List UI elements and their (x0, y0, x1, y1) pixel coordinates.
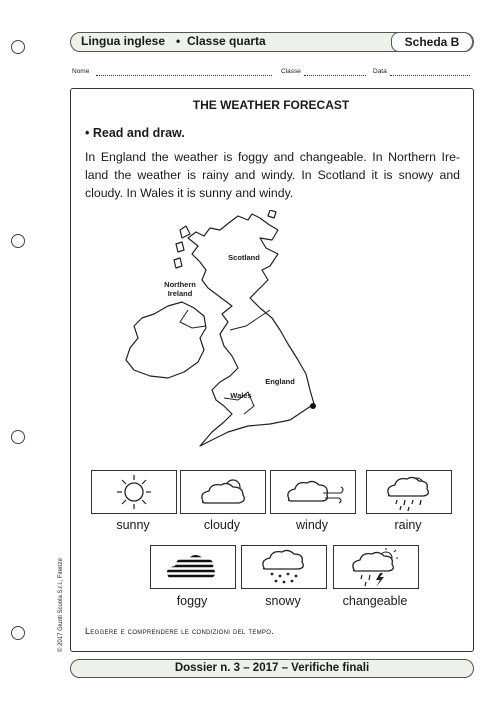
weather-box-foggy (150, 545, 236, 589)
sun-icon (92, 471, 176, 513)
map-label-ni-1: Northern (164, 280, 196, 289)
data-field[interactable] (390, 68, 470, 76)
label-changeable: changeable (342, 594, 408, 608)
cloud-sun-icon (181, 471, 265, 513)
nome-label: Nome (72, 68, 90, 75)
weather-box-snowy (241, 545, 327, 589)
label-foggy: foggy (176, 594, 208, 608)
header-bar (70, 32, 474, 52)
label-cloudy: cloudy (203, 518, 241, 532)
fog-cloud-icon (151, 546, 235, 588)
label-rainy: rainy (394, 518, 422, 532)
binder-hole (11, 234, 25, 248)
weather-box-changeable (333, 545, 419, 589)
weather-box-sunny (91, 470, 177, 514)
separator: • (176, 34, 181, 48)
weather-box-windy (270, 470, 356, 514)
binder-hole (11, 626, 25, 640)
changeable-icon (334, 546, 418, 588)
map-label-england: England (265, 377, 295, 386)
footer-note: Leggere e comprendere le condizioni del tempo. (85, 626, 274, 636)
copyright-note: © 2017 Giunti Scuola S.r.l., Firenze (58, 558, 64, 652)
paragraph: In England the weather is foggy and changeable. In Northern Ire-land the weather is rainy and windy. In Scotland it is snowy and cloudy. In Wales it is sunny and windy. (85, 150, 460, 200)
map-label-wales: Wales (230, 391, 252, 400)
classe-field[interactable] (304, 68, 366, 76)
classe-label: Classe (281, 68, 301, 75)
nome-field[interactable] (96, 68, 272, 76)
page-title: THE WEATHER FORECAST (192, 98, 350, 112)
uk-map-icon (120, 210, 340, 455)
snow-cloud-icon (242, 546, 326, 588)
weather-box-rainy (366, 470, 452, 514)
map-label-ni-2: Ireland (167, 289, 193, 298)
sheet-badge: Scheda B (391, 32, 473, 52)
binder-hole (11, 430, 25, 444)
label-windy: windy (296, 518, 328, 532)
weather-box-cloudy (180, 470, 266, 514)
wind-cloud-icon (271, 471, 355, 513)
rain-cloud-icon (367, 471, 451, 513)
map-label-scotland: Scotland (228, 253, 260, 262)
label-snowy: snowy (265, 594, 301, 608)
data-label: Data (373, 68, 387, 75)
name-row (72, 68, 472, 80)
subject-label: Lingua inglese (81, 34, 166, 48)
class-label: Classe quarta (187, 34, 266, 48)
instruction: • Read and draw. (85, 126, 185, 140)
label-sunny: sunny (116, 518, 150, 532)
bottom-bar: Dossier n. 3 – 2017 – Verifiche finali (70, 659, 474, 678)
binder-hole (11, 40, 25, 54)
